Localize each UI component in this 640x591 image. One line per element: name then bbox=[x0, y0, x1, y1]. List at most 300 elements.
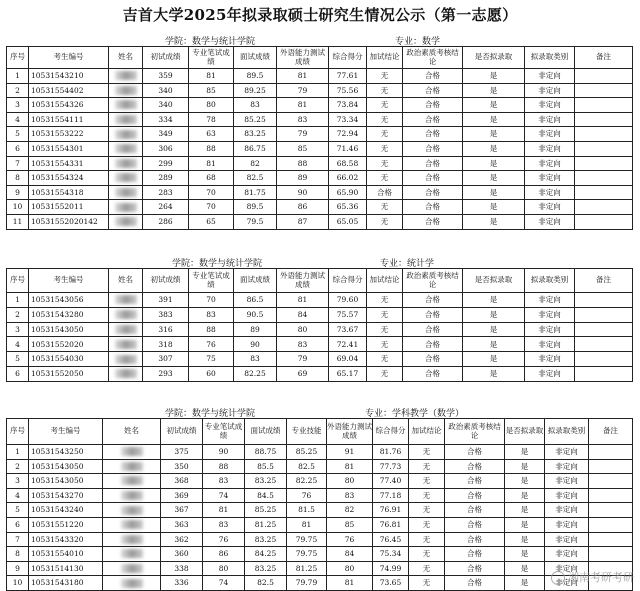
table-cell: 10531552011 bbox=[29, 200, 109, 215]
table-cell: 86.75 bbox=[234, 141, 277, 156]
table-cell: 非定向 bbox=[545, 474, 589, 489]
redacted-name bbox=[121, 462, 143, 471]
table-cell: 10531554331 bbox=[29, 156, 109, 171]
table-cell bbox=[589, 532, 633, 547]
section-3-college: 学院：数学与统计学院 bbox=[165, 409, 256, 419]
table-cell: 69 bbox=[277, 366, 329, 381]
table-cell: 非定向 bbox=[545, 488, 589, 503]
table-cell: 2 bbox=[7, 83, 29, 98]
table-cell: 非定向 bbox=[525, 200, 575, 215]
table-cell: 6 bbox=[7, 141, 29, 156]
table-cell: 是 bbox=[463, 171, 525, 186]
table-cell: 65 bbox=[189, 214, 234, 229]
table-row bbox=[7, 214, 633, 229]
column-header: 拟录取类别 bbox=[525, 269, 575, 293]
table-cell: 77.61 bbox=[329, 69, 367, 84]
table-cell: 无 bbox=[367, 214, 403, 229]
table-cell: 无 bbox=[409, 503, 445, 518]
table-cell: 81 bbox=[327, 459, 373, 474]
redacted-name bbox=[115, 86, 137, 95]
table-cell: 77.73 bbox=[373, 459, 409, 474]
column-header: 序号 bbox=[7, 269, 29, 293]
table-cell: 89.5 bbox=[234, 69, 277, 84]
redacted-name bbox=[115, 340, 137, 349]
table-cell bbox=[109, 293, 143, 308]
table-cell: 合格 bbox=[445, 459, 505, 474]
table-cell: 7 bbox=[7, 532, 29, 547]
table-cell: 是 bbox=[505, 459, 545, 474]
table-cell: 81 bbox=[203, 503, 245, 518]
table-cell bbox=[103, 547, 161, 562]
table-cell: 85.25 bbox=[287, 445, 327, 460]
table-cell bbox=[575, 214, 633, 229]
column-header: 初试成绩 bbox=[161, 419, 203, 445]
table-cell: 83.25 bbox=[245, 561, 287, 576]
table-cell: 是 bbox=[463, 352, 525, 367]
section-3-table-wrap bbox=[6, 418, 633, 591]
section-2-college: 学院：数学与统计学院 bbox=[172, 259, 263, 269]
table-cell: 非定向 bbox=[525, 156, 575, 171]
table-cell: 3 bbox=[7, 322, 29, 337]
table-cell: 无 bbox=[409, 474, 445, 489]
column-header: 面试成绩 bbox=[234, 47, 277, 69]
table-cell bbox=[575, 141, 633, 156]
table-cell: 81 bbox=[189, 69, 234, 84]
table-cell: 286 bbox=[143, 214, 189, 229]
redacted-name bbox=[121, 476, 143, 485]
column-header: 综合得分 bbox=[329, 269, 367, 293]
table-cell: 84.25 bbox=[245, 547, 287, 562]
table-cell bbox=[109, 69, 143, 84]
table-cell: 是 bbox=[463, 69, 525, 84]
table-cell: 1 bbox=[7, 445, 29, 460]
table-cell: 10531543280 bbox=[29, 307, 109, 322]
table-cell: 无 bbox=[367, 83, 403, 98]
table-cell: 合格 bbox=[403, 98, 463, 113]
table-cell: 9 bbox=[7, 561, 29, 576]
table-cell: 86 bbox=[203, 547, 245, 562]
table-cell: 72.41 bbox=[329, 337, 367, 352]
table-cell bbox=[575, 185, 633, 200]
table-cell: 是 bbox=[463, 366, 525, 381]
table-cell: 合格 bbox=[445, 517, 505, 532]
table-cell: 无 bbox=[409, 459, 445, 474]
table-cell: 非定向 bbox=[525, 69, 575, 84]
table-cell: 367 bbox=[161, 503, 203, 518]
table-cell: 无 bbox=[367, 322, 403, 337]
table-cell bbox=[575, 352, 633, 367]
table-cell: 79.75 bbox=[287, 547, 327, 562]
table-cell: 3 bbox=[7, 98, 29, 113]
table-cell: 无 bbox=[409, 576, 445, 591]
table-cell: 76 bbox=[287, 488, 327, 503]
table-row bbox=[7, 366, 633, 381]
table-cell: 82 bbox=[327, 503, 373, 518]
table-cell bbox=[109, 214, 143, 229]
table-cell: 76.91 bbox=[373, 503, 409, 518]
column-header: 是否拟录取 bbox=[463, 47, 525, 69]
table-cell: 375 bbox=[161, 445, 203, 460]
table-cell: 合格 bbox=[403, 127, 463, 142]
table-cell: 78 bbox=[189, 112, 234, 127]
table-cell: 82.5 bbox=[245, 576, 287, 591]
table-cell: 68 bbox=[189, 171, 234, 186]
table-cell: 73.34 bbox=[329, 112, 367, 127]
table-cell: 338 bbox=[161, 561, 203, 576]
table-cell: 无 bbox=[367, 293, 403, 308]
column-header: 考生编号 bbox=[29, 419, 103, 445]
redacted-name bbox=[115, 325, 137, 334]
table-cell: 合格 bbox=[367, 185, 403, 200]
table-cell: 75.34 bbox=[373, 547, 409, 562]
table-cell: 无 bbox=[409, 445, 445, 460]
redacted-name bbox=[115, 130, 137, 139]
table-cell: 无 bbox=[367, 352, 403, 367]
table-cell bbox=[589, 547, 633, 562]
table-cell: 非定向 bbox=[545, 576, 589, 591]
section-1-college: 学院：数学与统计学院 bbox=[165, 37, 256, 47]
table-cell: 10531554010 bbox=[29, 547, 103, 562]
table-cell: 无 bbox=[367, 337, 403, 352]
table-cell: 76 bbox=[327, 532, 373, 547]
column-header: 专业技能 bbox=[287, 419, 327, 445]
table-row bbox=[7, 459, 633, 474]
column-header: 备注 bbox=[575, 269, 633, 293]
table-cell bbox=[103, 561, 161, 576]
table-row bbox=[7, 322, 633, 337]
table-cell: 无 bbox=[409, 488, 445, 503]
table-cell: 10531543050 bbox=[29, 459, 103, 474]
table-cell: 68.58 bbox=[329, 156, 367, 171]
table-cell bbox=[575, 156, 633, 171]
column-header: 政治素质考核结论 bbox=[403, 269, 463, 293]
wechat-logo-icon bbox=[551, 571, 565, 585]
table-cell: 79.79 bbox=[287, 576, 327, 591]
column-header: 初试成绩 bbox=[143, 47, 189, 69]
column-header: 面试成绩 bbox=[234, 269, 277, 293]
table-cell: 81.25 bbox=[245, 517, 287, 532]
table-cell: 10531552050 bbox=[29, 366, 109, 381]
table-cell: 合格 bbox=[403, 141, 463, 156]
table-cell bbox=[109, 337, 143, 352]
table-cell: 75.56 bbox=[329, 83, 367, 98]
redacted-name bbox=[115, 217, 137, 226]
table-cell: 71.46 bbox=[329, 141, 367, 156]
table-cell: 81.5 bbox=[287, 503, 327, 518]
table-cell: 是 bbox=[463, 112, 525, 127]
table-cell: 非定向 bbox=[525, 293, 575, 308]
table-row bbox=[7, 532, 633, 547]
table-cell: 80 bbox=[203, 561, 245, 576]
table-cell: 79 bbox=[277, 83, 329, 98]
redacted-name bbox=[115, 310, 137, 319]
table-cell: 5 bbox=[7, 352, 29, 367]
table-cell: 是 bbox=[505, 474, 545, 489]
table-cell: 合格 bbox=[445, 474, 505, 489]
table-cell: 7 bbox=[7, 156, 29, 171]
table-cell: 86.5 bbox=[234, 293, 277, 308]
table-cell bbox=[589, 474, 633, 489]
table-cell: 合格 bbox=[445, 561, 505, 576]
table-cell: 10531554111 bbox=[29, 112, 109, 127]
table-cell: 合格 bbox=[403, 352, 463, 367]
table-cell: 307 bbox=[143, 352, 189, 367]
table-cell bbox=[575, 293, 633, 308]
table-cell: 363 bbox=[161, 517, 203, 532]
table-cell: 73.84 bbox=[329, 98, 367, 113]
table-cell: 75.57 bbox=[329, 307, 367, 322]
table-cell bbox=[109, 366, 143, 381]
table-cell: 非定向 bbox=[525, 322, 575, 337]
table-cell bbox=[575, 337, 633, 352]
table-row bbox=[7, 561, 633, 576]
table-cell: 85 bbox=[327, 517, 373, 532]
table-cell: 80 bbox=[327, 561, 373, 576]
table-cell: 10531514130 bbox=[29, 561, 103, 576]
redacted-name bbox=[121, 491, 143, 500]
redacted-name bbox=[115, 159, 137, 168]
table-cell: 8 bbox=[7, 547, 29, 562]
table-cell: 81 bbox=[327, 576, 373, 591]
table-cell: 10531554326 bbox=[29, 98, 109, 113]
table-row bbox=[7, 503, 633, 518]
table-cell: 368 bbox=[161, 474, 203, 489]
table-cell: 10531543050 bbox=[29, 474, 103, 489]
table-cell: 83.25 bbox=[245, 532, 287, 547]
table-cell: 是 bbox=[505, 532, 545, 547]
table-cell: 是 bbox=[505, 445, 545, 460]
column-header: 外语能力测试成绩 bbox=[277, 47, 329, 69]
admission-table-statistics bbox=[6, 268, 633, 382]
column-header: 拟录取类别 bbox=[545, 419, 589, 445]
table-cell: 360 bbox=[161, 547, 203, 562]
table-row bbox=[7, 547, 633, 562]
table-cell: 非定向 bbox=[545, 517, 589, 532]
column-header: 姓名 bbox=[103, 419, 161, 445]
table-cell: 391 bbox=[143, 293, 189, 308]
table-cell: 81.25 bbox=[287, 561, 327, 576]
table-cell: 合格 bbox=[403, 69, 463, 84]
table-cell bbox=[575, 127, 633, 142]
table-cell: 是 bbox=[463, 156, 525, 171]
table-cell: 70 bbox=[189, 293, 234, 308]
table-cell: 289 bbox=[143, 171, 189, 186]
table-cell: 是 bbox=[463, 185, 525, 200]
table-cell: 非定向 bbox=[545, 503, 589, 518]
table-cell: 306 bbox=[143, 141, 189, 156]
table-cell: 是 bbox=[463, 214, 525, 229]
table-row bbox=[7, 445, 633, 460]
table-cell bbox=[589, 445, 633, 460]
table-cell: 85 bbox=[189, 83, 234, 98]
table-cell: 85.25 bbox=[234, 112, 277, 127]
table-cell: 10531543240 bbox=[29, 503, 103, 518]
table-cell: 88 bbox=[277, 156, 329, 171]
redacted-name bbox=[121, 535, 143, 544]
table-row bbox=[7, 112, 633, 127]
table-cell: 10 bbox=[7, 200, 29, 215]
section-2-table-wrap bbox=[6, 268, 633, 382]
table-cell: 70 bbox=[189, 185, 234, 200]
table-cell: 60 bbox=[189, 366, 234, 381]
table-cell: 86 bbox=[277, 200, 329, 215]
table-cell: 10531543180 bbox=[29, 576, 103, 591]
table-cell: 非定向 bbox=[545, 547, 589, 562]
table-cell: 是 bbox=[463, 200, 525, 215]
column-header: 专业笔试成绩 bbox=[203, 419, 245, 445]
table-cell: 82.25 bbox=[234, 366, 277, 381]
table-cell bbox=[589, 459, 633, 474]
table-cell: 无 bbox=[409, 532, 445, 547]
table-cell: 10531554402 bbox=[29, 83, 109, 98]
redacted-name bbox=[121, 579, 143, 588]
table-cell: 是 bbox=[463, 307, 525, 322]
table-cell: 非定向 bbox=[525, 83, 575, 98]
table-cell: 264 bbox=[143, 200, 189, 215]
column-header: 序号 bbox=[7, 419, 29, 445]
table-cell: 77.18 bbox=[373, 488, 409, 503]
table-cell: 无 bbox=[409, 561, 445, 576]
table-cell: 非定向 bbox=[525, 185, 575, 200]
table-cell: 合格 bbox=[403, 214, 463, 229]
column-header: 政治素质考核结论 bbox=[445, 419, 505, 445]
table-cell: 84.5 bbox=[245, 488, 287, 503]
table-cell bbox=[575, 98, 633, 113]
table-cell: 8 bbox=[7, 171, 29, 186]
table-cell: 无 bbox=[367, 127, 403, 142]
table-cell: 79.60 bbox=[329, 293, 367, 308]
column-header: 外语能力测试成绩 bbox=[327, 419, 373, 445]
column-header: 备注 bbox=[575, 47, 633, 69]
section-1-major: 专业：数学 bbox=[395, 37, 441, 47]
column-header: 加试结论 bbox=[367, 269, 403, 293]
redacted-name bbox=[115, 144, 137, 153]
table-cell: 2 bbox=[7, 459, 29, 474]
table-cell bbox=[103, 576, 161, 591]
redacted-name bbox=[115, 115, 137, 124]
table-cell: 72.94 bbox=[329, 127, 367, 142]
table-cell: 11 bbox=[7, 214, 29, 229]
table-cell: 10531554324 bbox=[29, 171, 109, 186]
column-header: 拟录取类别 bbox=[525, 47, 575, 69]
table-cell: 10531543270 bbox=[29, 488, 103, 503]
column-header: 面试成绩 bbox=[245, 419, 287, 445]
table-cell: 80 bbox=[327, 474, 373, 489]
table-cell: 90 bbox=[277, 185, 329, 200]
table-cell: 70 bbox=[189, 200, 234, 215]
table-cell bbox=[109, 322, 143, 337]
redacted-name bbox=[121, 564, 143, 573]
table-cell: 83.25 bbox=[245, 474, 287, 489]
table-row bbox=[7, 156, 633, 171]
table-cell: 77.40 bbox=[373, 474, 409, 489]
table-cell bbox=[109, 141, 143, 156]
table-cell: 334 bbox=[143, 112, 189, 127]
table-cell: 349 bbox=[143, 127, 189, 142]
table-cell: 85.25 bbox=[245, 503, 287, 518]
table-cell: 81 bbox=[189, 156, 234, 171]
table-cell: 316 bbox=[143, 322, 189, 337]
table-cell: 非定向 bbox=[545, 445, 589, 460]
column-header: 是否拟录取 bbox=[505, 419, 545, 445]
table-cell: 89.25 bbox=[234, 83, 277, 98]
table-cell: 合格 bbox=[403, 171, 463, 186]
table-cell: 83 bbox=[203, 474, 245, 489]
table-row bbox=[7, 98, 633, 113]
table-cell: 65.36 bbox=[329, 200, 367, 215]
redacted-name bbox=[115, 295, 137, 304]
table-row bbox=[7, 293, 633, 308]
table-cell: 81.76 bbox=[373, 445, 409, 460]
table-cell: 88 bbox=[189, 322, 234, 337]
table-cell bbox=[109, 98, 143, 113]
table-cell: 非定向 bbox=[525, 112, 575, 127]
table-cell: 293 bbox=[143, 366, 189, 381]
table-cell bbox=[103, 445, 161, 460]
table-cell: 74 bbox=[203, 488, 245, 503]
table-cell bbox=[109, 200, 143, 215]
table-cell: 合格 bbox=[403, 112, 463, 127]
table-cell: 合格 bbox=[445, 547, 505, 562]
table-cell: 79 bbox=[277, 127, 329, 142]
table-cell: 10531552020 bbox=[29, 337, 109, 352]
table-cell: 非定向 bbox=[525, 352, 575, 367]
table-cell bbox=[103, 503, 161, 518]
table-cell: 10531552020142 bbox=[29, 214, 109, 229]
table-cell: 65.05 bbox=[329, 214, 367, 229]
table-cell: 350 bbox=[161, 459, 203, 474]
table-cell: 75 bbox=[189, 352, 234, 367]
table-cell: 81 bbox=[277, 293, 329, 308]
table-cell: 4 bbox=[7, 112, 29, 127]
table-cell: 6 bbox=[7, 517, 29, 532]
table-cell: 83 bbox=[277, 112, 329, 127]
watermark-text: 湘南考研考研 bbox=[568, 571, 634, 584]
table-cell: 89.5 bbox=[234, 200, 277, 215]
table-cell: 83 bbox=[327, 488, 373, 503]
table-cell: 83 bbox=[203, 517, 245, 532]
table-cell: 非定向 bbox=[525, 127, 575, 142]
table-row bbox=[7, 352, 633, 367]
redacted-name bbox=[121, 520, 143, 529]
table-cell bbox=[109, 127, 143, 142]
table-cell: 73.67 bbox=[329, 322, 367, 337]
table-cell: 88.75 bbox=[245, 445, 287, 460]
table-cell: 76.45 bbox=[373, 532, 409, 547]
table-cell: 90 bbox=[203, 445, 245, 460]
table-cell bbox=[103, 532, 161, 547]
table-row bbox=[7, 517, 633, 532]
table-cell: 89 bbox=[234, 322, 277, 337]
table-cell: 2 bbox=[7, 307, 29, 322]
table-cell: 合格 bbox=[403, 156, 463, 171]
table-cell: 90 bbox=[234, 337, 277, 352]
redacted-name bbox=[115, 100, 137, 109]
table-cell: 6 bbox=[7, 366, 29, 381]
table-cell: 无 bbox=[367, 98, 403, 113]
section-1-table-wrap bbox=[6, 46, 633, 230]
table-cell: 1 bbox=[7, 69, 29, 84]
table-cell: 10531553222 bbox=[29, 127, 109, 142]
table-cell: 82.5 bbox=[287, 459, 327, 474]
table-cell: 5 bbox=[7, 503, 29, 518]
table-cell: 76.81 bbox=[373, 517, 409, 532]
table-cell bbox=[109, 352, 143, 367]
admission-table-math bbox=[6, 46, 633, 230]
column-header: 外语能力测试成绩 bbox=[277, 269, 329, 293]
table-cell: 80 bbox=[277, 322, 329, 337]
table-cell bbox=[589, 488, 633, 503]
